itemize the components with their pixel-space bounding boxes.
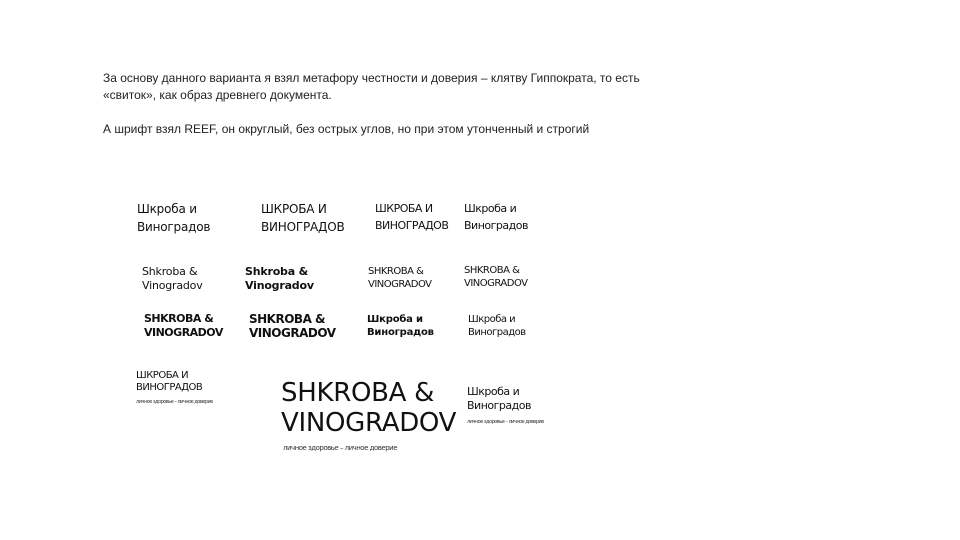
logo-line-1: SHKROBA & bbox=[249, 312, 326, 326]
logo-line-1: SHKROBA & bbox=[281, 378, 435, 408]
logo-line-1: ШКРОБА И bbox=[375, 202, 433, 215]
logo-line-2: Виноградов bbox=[464, 219, 528, 232]
logo-line-2: VINOGRADOV bbox=[249, 326, 336, 340]
logo-line-1: Шкроба и bbox=[464, 202, 517, 215]
logo-main bbox=[281, 378, 456, 452]
logo-variant-6 bbox=[245, 265, 314, 293]
logo-line-2: VINOGRADOV bbox=[144, 326, 223, 339]
logo-variant-14 bbox=[467, 385, 544, 429]
intro-text bbox=[103, 70, 803, 138]
logo-line-2: Виноградов bbox=[367, 327, 434, 338]
logo-variant-4 bbox=[464, 200, 528, 234]
logo-variant-13 bbox=[136, 370, 213, 408]
logo-line-1: Шкроба и bbox=[367, 314, 423, 325]
logo-line-2: ВИНОГРАДОВ bbox=[136, 382, 203, 393]
logo-line-1: ШКРОБА И bbox=[136, 370, 189, 381]
logo-line-2: VINOGRADOV bbox=[368, 279, 432, 290]
logo-line-1: SHKROBA & bbox=[368, 266, 424, 277]
logo-tagline: личное здоровье – личное доверие bbox=[283, 444, 398, 452]
logo-variant-5 bbox=[142, 265, 203, 293]
logo-line-2: Виноградов bbox=[467, 399, 531, 412]
logo-line-1: Шкроба и bbox=[137, 202, 197, 216]
logo-tagline: личное здоровье – личное доверие bbox=[136, 399, 213, 405]
logo-line-2: ВИНОГРАДОВ bbox=[261, 220, 345, 234]
logo-line-2: VINOGRADOV bbox=[281, 408, 457, 438]
logo-line-2: Виноградов bbox=[137, 220, 211, 234]
intro-line-2: «свиток», как образ древнего документа. bbox=[103, 88, 332, 102]
logo-tagline: личное здоровье – личное доверие bbox=[467, 419, 544, 425]
logo-line-1: Шкроба и bbox=[467, 385, 520, 398]
logo-line-2: VINOGRADOV bbox=[464, 278, 528, 289]
logo-line-2: Vinogradov bbox=[142, 279, 203, 292]
logo-variant-7 bbox=[368, 265, 432, 291]
logo-line-1: Шкроба и bbox=[468, 314, 516, 325]
logo-variant-1 bbox=[137, 200, 210, 236]
logo-variant-12 bbox=[468, 313, 526, 339]
logo-variant-10 bbox=[249, 312, 336, 340]
logo-variant-2 bbox=[261, 200, 345, 236]
logo-line-2: Vinogradov bbox=[245, 279, 314, 292]
logo-line-1: ШКРОБА И bbox=[261, 202, 327, 216]
logo-line-1: SHKROBA & bbox=[144, 312, 214, 325]
intro-line-1: За основу данного варианта я взял метафору честности и доверия – клятву Гиппократа, то есть bbox=[103, 71, 640, 85]
logo-line-1: Shkroba & bbox=[245, 265, 308, 278]
logo-variant-3 bbox=[375, 200, 448, 234]
logo-variant-11 bbox=[367, 313, 434, 339]
intro-line-3: А шрифт взял REEF, он округлый, без острых углов, но при этом утонченный и строгий bbox=[103, 122, 590, 136]
logo-line-1: SHKROBA & bbox=[464, 265, 520, 276]
logo-variant-9 bbox=[144, 312, 223, 340]
logo-line-2: ВИНОГРАДОВ bbox=[375, 219, 449, 232]
logo-line-1: Shkroba & bbox=[142, 265, 198, 278]
logo-variant-8 bbox=[464, 264, 528, 290]
logo-line-2: Виноградов bbox=[468, 327, 526, 338]
